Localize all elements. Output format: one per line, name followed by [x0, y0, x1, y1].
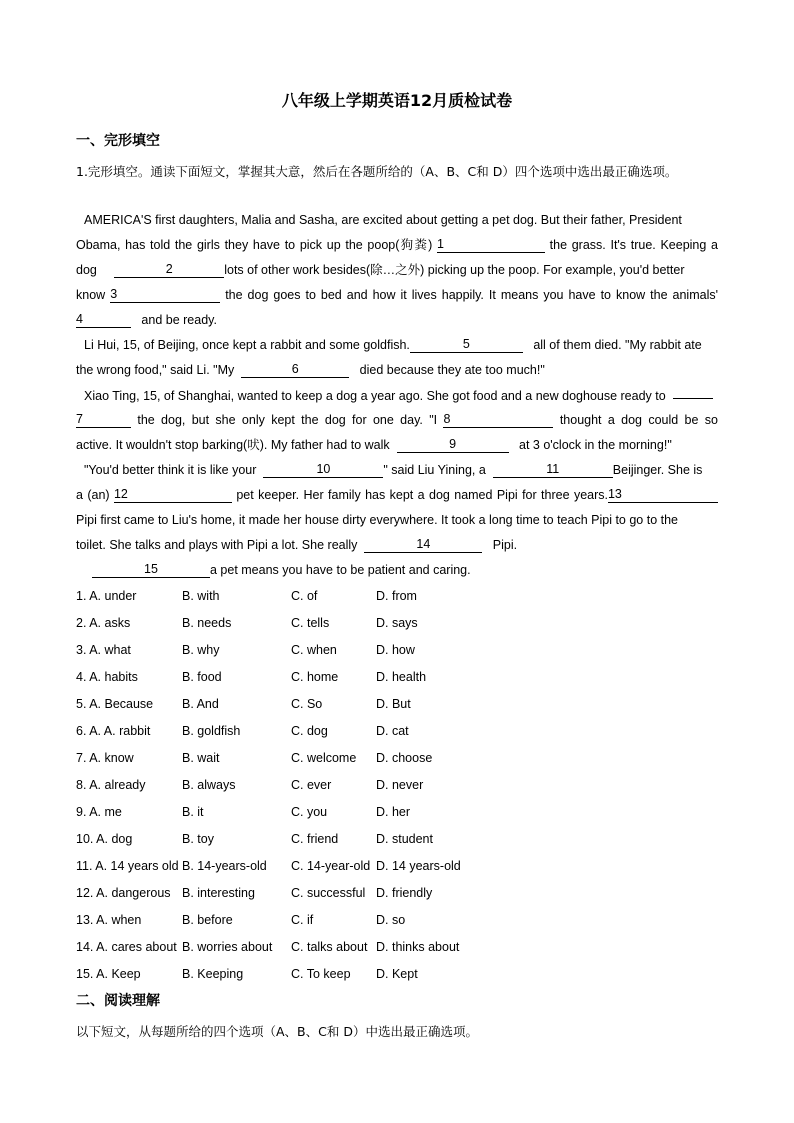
option-b[interactable]: B. interesting — [182, 886, 255, 900]
passage-line: AMERICA'S first daughters, Malia and Sasha, are excited about getting a pet dog. But their father, President — [84, 213, 682, 227]
option-c[interactable]: C. friend — [291, 832, 339, 846]
option-a[interactable]: 7. A. know — [76, 751, 134, 765]
option-a[interactable]: 10. A. dog — [76, 832, 133, 846]
passage-line: dog 2 lots of other work besides(除…之外) picking up the poop. For example, you'd better — [76, 262, 685, 277]
option-b[interactable]: B. it — [182, 805, 204, 819]
option-a[interactable]: 9. A. me — [76, 805, 122, 819]
passage-line: Xiao Ting, 15, of Shanghai, wanted to keep a dog a year ago. She got food and a new doghouse ready to — [76, 383, 718, 408]
option-d[interactable]: D. thinks about — [376, 940, 460, 954]
passage-line: active. It wouldn't stop barking(吠). My father had to walk 9 at 3 o'clock in the morning!" — [76, 437, 672, 452]
option-c[interactable]: C. dog — [291, 724, 328, 738]
passage-line: 4 and be ready. — [76, 312, 217, 327]
option-row — [76, 745, 726, 772]
blank-2[interactable]: 2 — [114, 262, 224, 278]
option-a[interactable]: 3. A. what — [76, 643, 131, 657]
passage-line: know 3 the dog goes to bed and how it lives happily. It means you have to know the animals' — [76, 287, 718, 302]
blank-6[interactable]: 6 — [241, 362, 349, 378]
option-a[interactable]: 11. A. 14 years old — [76, 859, 179, 873]
passage-line: a (an) 12 pet keeper. Her family has kept a dog named Pipi for three years.13 — [76, 483, 718, 508]
option-a[interactable]: 12. A. dangerous — [76, 886, 171, 900]
option-row — [76, 637, 726, 664]
blank-11[interactable]: 11 — [493, 462, 613, 478]
option-d[interactable]: D. Kept — [376, 967, 418, 981]
passage-line: 15 a pet means you have to be patient and caring. — [76, 558, 718, 583]
blank-10[interactable]: 10 — [263, 462, 383, 478]
option-b[interactable]: B. why — [182, 643, 220, 657]
option-a[interactable]: 8. A. already — [76, 778, 146, 792]
option-c[interactable]: C. successful — [291, 886, 366, 900]
option-a[interactable]: 1. A. under — [76, 589, 137, 603]
option-a[interactable]: 4. A. habits — [76, 670, 138, 684]
option-b[interactable]: B. 14-years-old — [182, 859, 267, 873]
option-b[interactable]: B. toy — [182, 832, 214, 846]
option-row — [76, 772, 726, 799]
option-a[interactable]: 15. A. Keep — [76, 967, 141, 981]
option-d[interactable]: D. says — [376, 616, 418, 630]
passage-line: 7 the dog, but she only kept the dog for one day. "I 8 thought a dog could be so — [76, 412, 718, 427]
option-b[interactable]: B. before — [182, 913, 233, 927]
section-heading-reading: 二、阅读理解 — [76, 993, 160, 1009]
option-d[interactable]: D. so — [376, 913, 406, 927]
option-c[interactable]: C. 14-year-old — [291, 859, 371, 873]
option-row — [76, 610, 726, 637]
option-row — [76, 583, 726, 610]
option-a[interactable]: 13. A. when — [76, 913, 142, 927]
option-b[interactable]: B. food — [182, 670, 222, 684]
option-row — [76, 691, 726, 718]
option-c[interactable]: C. So — [291, 697, 323, 711]
option-row — [76, 718, 726, 745]
option-b[interactable]: B. goldfish — [182, 724, 241, 738]
option-d[interactable]: D. 14 years-old — [376, 859, 461, 873]
option-c[interactable]: C. welcome — [291, 751, 357, 765]
option-a[interactable]: 14. A. cares about — [76, 940, 177, 954]
blank-14[interactable]: 14 — [364, 537, 482, 553]
option-a[interactable]: 2. A. asks — [76, 616, 131, 630]
option-b[interactable]: B. with — [182, 589, 220, 603]
option-d[interactable]: D. But — [376, 697, 411, 711]
option-c[interactable]: C. ever — [291, 778, 332, 792]
option-a[interactable]: 5. A. Because — [76, 697, 154, 711]
blank-3[interactable]: 3 — [110, 287, 220, 303]
passage-line: "You'd better think it is like your 10 " said Liu Yining, a 11 Beijinger. She is — [84, 462, 703, 477]
blank-4[interactable]: 4 — [76, 312, 131, 328]
passage-line: Pipi first came to Liu's home, it made her house dirty everywhere. It took a long time to teach Pipi to go to the — [76, 513, 678, 527]
option-b[interactable]: B. And — [182, 697, 219, 711]
option-d[interactable]: D. from — [376, 589, 417, 603]
blank-15[interactable]: 15 — [92, 562, 210, 578]
option-row — [76, 826, 726, 853]
option-c[interactable]: C. tells — [291, 616, 330, 630]
option-c[interactable]: C. talks about — [291, 940, 368, 954]
blank-1[interactable]: 1 — [437, 237, 545, 253]
option-d[interactable]: D. never — [376, 778, 424, 792]
option-row — [76, 853, 726, 880]
passage-line: Li Hui, 15, of Beijing, once kept a rabbit and some goldfish. 5 all of them died. "My rabbit ate — [84, 337, 702, 352]
option-row — [76, 961, 726, 988]
reading-instruction: 以下短文，从每题所给的四个选项（A、B、C和 D）中选出最正确选项。 — [76, 1024, 478, 1039]
option-c[interactable]: C. home — [291, 670, 339, 684]
option-d[interactable]: D. cat — [376, 724, 409, 738]
blank-7[interactable]: 7 — [76, 412, 131, 428]
section-heading-cloze: 一、完形填空 — [76, 133, 160, 149]
passage-line: Obama, has told the girls they have to pick up the poop(狗粪) 1 the grass. It's true. Keeping a — [76, 237, 718, 252]
blank-5[interactable]: 5 — [410, 337, 523, 353]
option-d[interactable]: D. her — [376, 805, 411, 819]
option-b[interactable]: B. worries about — [182, 940, 273, 954]
option-d[interactable]: D. how — [376, 643, 415, 657]
passage-line: the wrong food," said Li. "My 6 died because they ate too much!" — [76, 362, 545, 377]
option-row — [76, 799, 726, 826]
option-row — [76, 880, 726, 907]
option-b[interactable]: B. Keeping — [182, 967, 244, 981]
passage-line: toilet. She talks and plays with Pipi a lot. She really 14 Pipi. — [76, 537, 518, 552]
option-a[interactable]: 6. A. A. rabbit — [76, 724, 151, 738]
option-c[interactable]: C. when — [291, 643, 337, 657]
option-d[interactable]: D. friendly — [376, 886, 433, 900]
option-c[interactable]: C. To keep — [291, 967, 351, 981]
option-b[interactable]: B. needs — [182, 616, 232, 630]
option-row — [76, 934, 726, 961]
page-title: 八年级上学期英语12月质检试卷 — [281, 91, 513, 110]
option-row — [76, 664, 726, 691]
blank-12[interactable]: 12 — [114, 487, 232, 503]
option-d[interactable]: D. student — [376, 832, 433, 846]
option-b[interactable]: B. always — [182, 778, 236, 792]
option-row — [76, 907, 726, 934]
blank-8[interactable]: 8 — [443, 412, 553, 428]
option-c[interactable]: C. you — [291, 805, 328, 819]
option-d[interactable]: D. choose — [376, 751, 433, 765]
option-c[interactable]: C. of — [291, 589, 318, 603]
cloze-passage — [76, 208, 718, 583]
blank-13[interactable]: 13 — [608, 487, 718, 503]
blank-9[interactable]: 9 — [397, 437, 509, 453]
cloze-instruction: 1.完形填空。通读下面短文，掌握其大意，然后在各题所给的（A、B、C和 D）四个选项中选出最正确选项。 — [76, 164, 678, 179]
option-c[interactable]: C. if — [291, 913, 314, 927]
options-list — [76, 583, 726, 988]
option-d[interactable]: D. health — [376, 670, 427, 684]
option-b[interactable]: B. wait — [182, 751, 220, 765]
